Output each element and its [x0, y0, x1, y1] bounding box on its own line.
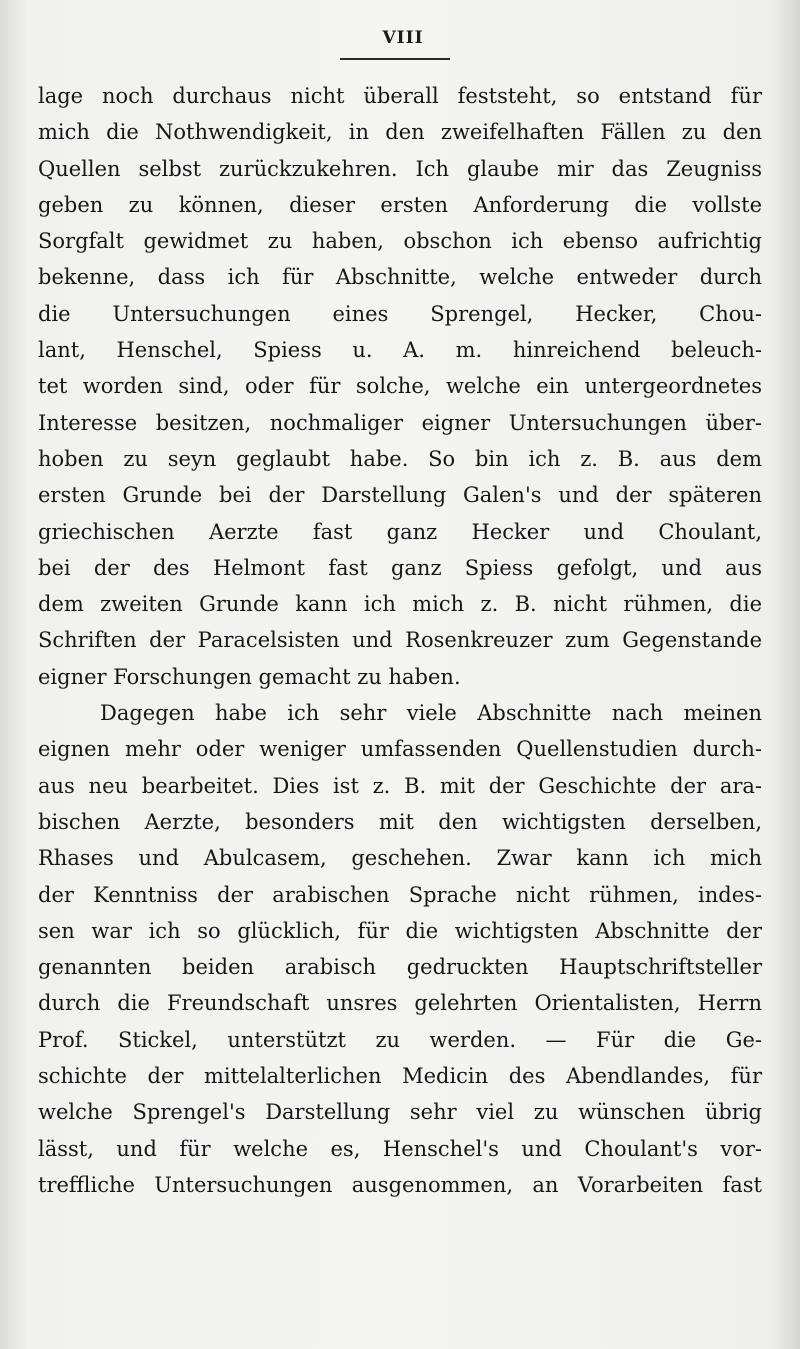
text-line: hoben zu seyn geglaubt habe. So bin ich z. B. aus dem	[38, 446, 762, 471]
text-line: bei der des Helmont fast ganz Spiess gefolgt, und aus	[38, 555, 762, 580]
text-line: die Untersuchungen eines Sprengel, Hecker, Chou-	[38, 301, 762, 326]
text-line: bischen Aerzte, besonders mit den wichtigsten derselben,	[38, 809, 762, 834]
text-line: griechischen Aerzte fast ganz Hecker und Choulant,	[38, 519, 762, 544]
text-line: Quellen selbst zurückzukehren. Ich glaube mir das Zeugniss	[38, 156, 762, 181]
text-line: tet worden sind, oder für solche, welche ein untergeordnetes	[38, 374, 762, 399]
text-line: treffliche Untersuchungen ausgenommen, an Vorarbeiten fast	[38, 1172, 762, 1197]
text-line: dem zweiten Grunde kann ich mich z. B. nicht rühmen, die	[38, 592, 762, 617]
text-line: geben zu können, dieser ersten Anforderung die vollste	[38, 192, 762, 217]
text-line: Prof. Stickel, unterstützt zu werden. — Für die Ge-	[38, 1027, 762, 1052]
text-line: aus neu bearbeitet. Dies ist z. B. mit der Geschichte der ara-	[38, 773, 762, 798]
text-line: bekenne, dass ich für Abschnitte, welche entweder durch	[38, 265, 762, 290]
text-line: lant, Henschel, Spiess u. A. m. hinreichend beleuch-	[38, 338, 762, 363]
body-text	[38, 78, 762, 1203]
text-line: Sorgfalt gewidmet zu haben, obschon ich ebenso aufrichtig	[38, 229, 762, 254]
text-line: der Kenntniss der arabischen Sprache nicht rühmen, indes-	[38, 882, 762, 907]
text-line: Interesse besitzen, nochmaliger eigner Untersuchungen über-	[38, 410, 762, 435]
page-number: VIII	[382, 28, 424, 48]
text-line: mich die Nothwendigkeit, in den zweifelhaften Fällen zu den	[38, 120, 762, 145]
text-line: sen war ich so glücklich, für die wichtigsten Abschnitte der	[38, 918, 762, 943]
text-line: lage noch durchaus nicht überall feststeht, so entstand für	[38, 84, 762, 108]
paragraph-start-line: Dagegen habe ich sehr viele Abschnitte nach meinen	[100, 701, 762, 726]
text-line: ersten Grunde bei der Darstellung Galen's und der späteren	[38, 483, 762, 508]
text-line: welche Sprengel's Darstellung sehr viel zu wünschen übrig	[38, 1100, 762, 1125]
text-line: eignen mehr oder weniger umfassenden Quellenstudien durch-	[38, 737, 762, 762]
text-line: Schriften der Paracelsisten und Rosenkreuzer zum Gegenstande	[38, 628, 762, 653]
text-line: lässt, und für welche es, Henschel's und Choulant's vor-	[38, 1136, 762, 1161]
paragraph-end-line: eigner Forschungen gemacht zu haben.	[38, 664, 461, 689]
header-rule	[340, 58, 450, 60]
text-line: durch die Freundschaft unsres gelehrten Orientalisten, Herrn	[38, 991, 762, 1016]
text-line: schichte der mittelalterlichen Medicin des Abendlandes, für	[38, 1064, 762, 1089]
text-line: Rhases und Abulcasem, geschehen. Zwar kann ich mich	[38, 846, 762, 871]
text-line: genannten beiden arabisch gedruckten Hauptschriftsteller	[38, 955, 762, 980]
